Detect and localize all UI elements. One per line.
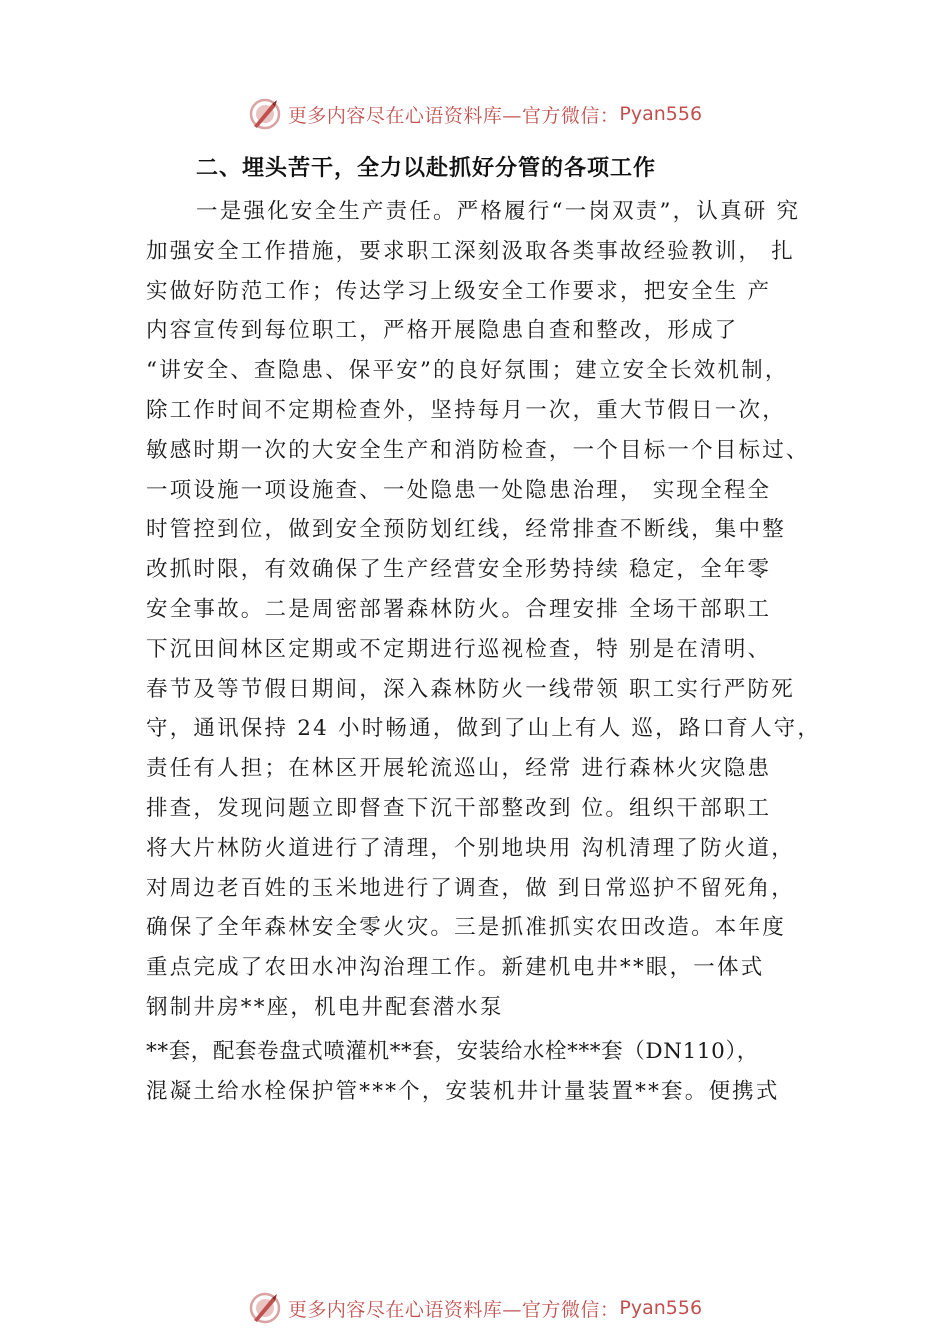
- text-line: 将大片林防火道进行了清理，个别地块用 沟机清理了防火道，: [146, 835, 795, 861]
- text-line: 对周边老百姓的玉米地进行了调查，做 到日常巡护不留死角，: [146, 875, 795, 901]
- quill-logo-icon: [248, 1291, 282, 1325]
- text-line: 除工作时间不定期检查外，坚持每月一次，重大节假日一次，: [146, 397, 786, 423]
- watermark-text: 更多内容尽在心语资料库—官方微信：: [287, 1298, 620, 1321]
- text-line: 改抓时限，有效确保了生产经营安全形势持续 稳定，全年零: [146, 557, 772, 583]
- text-line: 守，通讯保持 24 小时畅通，做到了山上有人 巡，路口育人守，: [146, 716, 822, 742]
- text-line: 安全事故。二是周密部署森林防火。合理安排 全场干部职工: [146, 596, 772, 622]
- watermark-brand: Pyan556: [619, 103, 703, 125]
- text-line: **套，配套卷盘式喷灌机**套，安装给水栓***套（DN110），: [146, 1038, 759, 1064]
- watermark-header: [0, 96, 950, 132]
- text-line: 加强安全工作措施，要求职工深刻汲取各类事故经验教训， 扎: [146, 238, 795, 264]
- text-line: 敏感时期一次的大安全生产和消防检查，一个目标一个目标过、: [146, 437, 810, 463]
- text-line: 下沉田间林区定期或不定期进行巡视检查，特 别是在清明、: [146, 636, 772, 662]
- text-line: 混凝土给水栓保护管***个，安装机井计量装置**套。便携式: [146, 1078, 780, 1104]
- watermark-brand: Pyan556: [619, 1297, 703, 1319]
- text-line: 钢制井房**座，机电井配套潜水泵: [146, 994, 504, 1020]
- text-line: 内容宣传到每位职工，严格开展隐患自查和整改，形成了: [146, 318, 739, 344]
- text-line: “讲安全、查隐患、保平安”的良好氛围；建立安全长效机制，: [146, 358, 789, 384]
- text-line: 实做好防范工作；传达学习上级安全工作要求，把安全生 产: [146, 278, 772, 304]
- text-line: 确保了全年森林安全零火灾。三是抓准抓实农田改造。本年度: [146, 915, 786, 941]
- body-paragraph: [146, 192, 846, 1111]
- text-line: 一项设施一项设施查、一处隐患一处隐患治理， 实现全程全: [146, 477, 772, 503]
- watermark-footer: [0, 1290, 950, 1326]
- text-line: 责任有人担；在林区开展轮流巡山，经常 进行森林火灾隐患: [146, 756, 772, 782]
- text-line: 时管控到位，做到安全预防划红线，经常排查不断线，集中整: [146, 517, 786, 543]
- section-heading: 二、埋头苦干，全力以赴抓好分管的各项工作: [196, 156, 657, 181]
- quill-logo-icon: [248, 97, 282, 131]
- text-line: 排查，发现问题立即督查下沉干部整改到 位。组织干部职工: [146, 795, 772, 821]
- text-line: 春节及等节假日期间，深入森林防火一线带领 职工实行严防死: [146, 676, 795, 702]
- watermark-text: 更多内容尽在心语资料库—官方微信：: [287, 104, 620, 127]
- text-line: 一是强化安全生产责任。严格履行“一岗双责”，认真研 究: [196, 199, 801, 224]
- text-line: 重点完成了农田水冲沟治理工作。新建机电井**眼，一体式: [146, 955, 765, 981]
